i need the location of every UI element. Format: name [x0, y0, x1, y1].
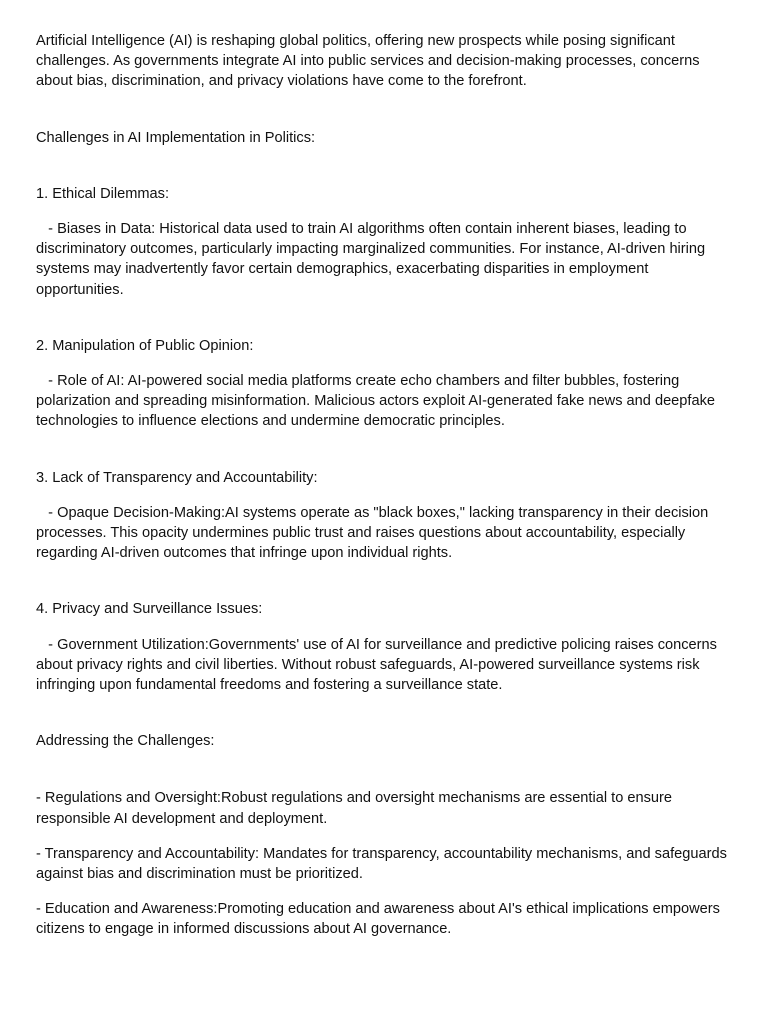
challenge-1-body: - Biases in Data: Historical data used to train AI algorithms often contain inherent biases, leading to discriminatory outcomes, particularly impacting marginalized communities. For instance, AI-driven hiring systems may inadvertently favor certain demographics, exacerbating disparities in employment opportunities.	[36, 221, 710, 298]
challenges-heading: Challenges in AI Implementation in Politics:	[36, 129, 316, 146]
challenge-2-heading: 2. Manipulation of Public Opinion:	[36, 337, 254, 354]
solution-transparency: - Transparency and Accountability: Mandates for transparency, accountability mechanisms, and safeguards against bias and discrimination must be prioritized.	[36, 845, 731, 883]
challenge-2-body: - Role of AI: AI-powered social media platforms create echo chambers and filter bubbles, fostering polarization and spreading misinformation. Malicious actors exploit AI-generated fake news and deepfake technologies to influence elections and undermine democratic principles.	[36, 373, 720, 430]
addressing-heading: Addressing the Challenges:	[36, 733, 215, 750]
challenge-1-heading: 1. Ethical Dilemmas:	[36, 185, 170, 202]
challenge-3-body: - Opaque Decision-Making:AI systems operate as "black boxes," lacking transparency in their decision processes. This opacity undermines public trust and raises questions about accountability, especially regarding AI-driven outcomes that infringe upon individual rights.	[36, 504, 713, 562]
challenge-4-body: - Government Utilization:Governments' use of AI for surveillance and predictive policing raises concerns about privacy rights and civil liberties. Without robust safeguards, AI-powered surveillance systems risk infringing upon fundamental freedoms and fostering a surveillance state.	[36, 636, 721, 694]
challenge-4-heading: 4. Privacy and Surveillance Issues:	[36, 601, 263, 618]
solution-regulations: - Regulations and Oversight:Robust regulations and oversight mechanisms are essential to ensure responsible AI development and deployment.	[36, 790, 677, 827]
challenge-3-heading: 3. Lack of Transparency and Accountability:	[36, 469, 318, 486]
solution-education: - Education and Awareness:Promoting education and awareness about AI's ethical implications empowers citizens to engage in informed discussions about AI governance.	[36, 901, 725, 938]
intro-paragraph: Artificial Intelligence (AI) is reshaping global politics, offering new prospects while posing significant challenges. As governments integrate AI into public services and decision-making processes, concerns about bias, discrimination, and privacy violations have come to the forefront.	[36, 33, 704, 90]
